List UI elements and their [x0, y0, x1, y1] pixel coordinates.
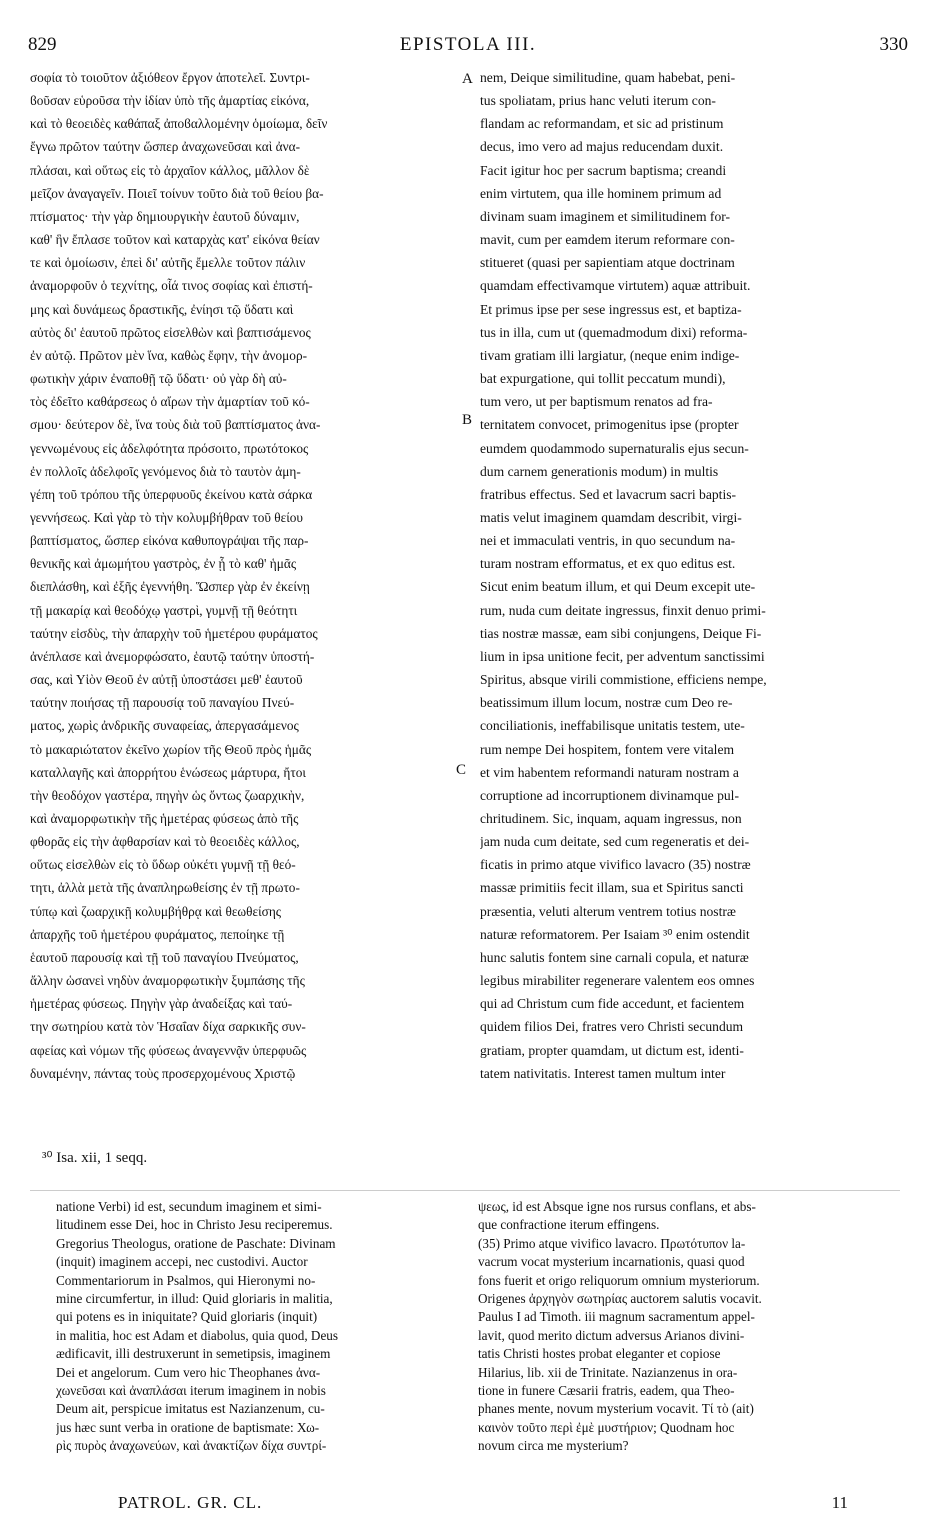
greek-text-line: πλάσαι, καὶ οὕτως εἰς τὸ ἀρχαῖον κάλλος, μᾶλλον δὲ [30, 162, 310, 178]
greek-text-line: τὸς ἐδεῖτο καθάρσεως ὁ αἴρων τὴν ἁμαρτίαν τοῦ κό- [30, 394, 310, 410]
greek-text-line: γεννωμένους εἰς ἀδελφότητα πρόσοιτο, πρωτότοκος [30, 440, 309, 456]
greek-text-line: γεννήσεως. Καὶ γὰρ τὸ τὴν κολυμβήθραν τοῦ θείου [30, 509, 304, 525]
note-line: tione in funere Cæsarii fratris, eadem, qua Theo- [478, 1383, 735, 1399]
greek-text-line: φθορᾶς εἰς τὴν ἀφθαρσίαν καὶ τὸ θεοειδὲς κάλλος, [30, 834, 300, 850]
note-line: in malitia, hoc est Adam et diabolus, quia quod, Deus [56, 1327, 339, 1343]
latin-text-line: lium in ipsa unitione fecit, per adventum sanctissimi [480, 648, 765, 664]
note-line: novum circa me mysterium? [478, 1438, 629, 1454]
footnote: ³⁰ Isa. xii, 1 seqq. [42, 1150, 148, 1166]
note-line: vacrum vocat mysterium incarnationis, quasi quod [478, 1254, 745, 1270]
greek-text-line: καταλλαγῆς καὶ ἀπορρήτου ἑνώσεως μάρτυρα, ἤτοι [30, 764, 306, 780]
latin-text-line: Sicut enim beatum illum, et qui Deum excepit ute- [480, 579, 756, 595]
note-line: mine circumfertur, in illud: Quid gloriaris in malitia, [56, 1291, 333, 1307]
latin-text-line: rum nempe Dei hospitem, fontem vere vitalem [480, 741, 735, 757]
note-line: Paulus I ad Timoth. iii magnum sacramentum appel- [478, 1309, 755, 1325]
greek-text-line: δυναμένην, πάντας τοὺς προσερχομένους Χριστῷ [30, 1065, 296, 1081]
greek-text-line: την σωτηρίου κατὰ τὸν Ἡσαΐαν δίχα σαρκικῆς συν- [30, 1019, 306, 1035]
latin-text-line: divinam suam imaginem et similitudinem for- [480, 208, 731, 224]
greek-text-line: καὶ τὸ θεοειδὲς καθάπαξ ἀποϐαλλομένην ὁμοίωμα, δεῖν [30, 116, 328, 132]
greek-text-line: μης καὶ δυνάμεως δραστικῆς, ἐνίησι τῷ ὕδατι καὶ [30, 301, 294, 317]
notes-left-column [56, 1198, 451, 1456]
right-page-number: 330 [879, 34, 908, 55]
gathering-number: 11 [831, 1493, 848, 1512]
greek-text-line: καὶ ἀναμορφωτικὴν τῆς ἡμετέρας φύσεως ἀπὸ τῆς [30, 811, 299, 826]
latin-text-line: Spiritus, absque virili commistione, efficiens nempe, [480, 672, 767, 688]
latin-text-line: chritudinem. Sic, inquam, aquam ingressus, non [480, 811, 742, 826]
latin-text-line: flandam ac reformandam, et sic ad pristinum [480, 116, 724, 132]
greek-text-line: ἄλλην ὡσανεὶ νηδὺν ἀναμορφωτικὴν ξυμπάσης τῆς [30, 973, 305, 989]
note-line: ψεως, id est Absque igne nos rursus conflans, et abs- [478, 1199, 756, 1214]
latin-text-line: beatissimum illum locum, nostræ cum Deo re- [480, 695, 733, 711]
page-footer [118, 1493, 848, 1517]
latin-text-line: naturæ reformatorem. Per Isaiam ³⁰ enim ostendit [480, 926, 750, 942]
greek-text-line: οὕτως εἰσελθὼν εἰς τὸ ὕδωρ οὐκέτι γυμνῇ τῇ θεό- [30, 857, 296, 873]
signature-mark: PATROL. GR. CL. [118, 1493, 263, 1512]
latin-text-line: tus in illa, cum ut (quemadmodum dixi) reforma- [480, 324, 748, 340]
greek-text-line: φωτικὴν χάριν ἐναποθῇ τῷ ὕδατι· οὐ γὰρ δὴ αὐ- [30, 371, 287, 387]
greek-text-line: σμου· δεύτερον δὲ, ἵνα τοὺς διὰ τοῦ βαπτίσματος ἀνα- [30, 417, 321, 433]
note-line: καινὸν τοῦτο περὶ ἐμὲ μυστήριον; Quodnam hoc [478, 1419, 735, 1435]
note-line: Dei et angelorum. Cum vero hic Theophanes ἀνα- [56, 1364, 321, 1380]
latin-text-line: præsentia, veluti alterum ventrem totius nostræ [480, 903, 736, 919]
greek-text-line: ἐν πολλοῖς ἀδελφοῖς γενόμενος διὰ τὸ ταυτὸν ἀμη- [30, 463, 301, 479]
latin-text-line: Et primus ipse per sese ingressus est, et baptiza- [480, 301, 742, 317]
greek-text-line: ϐοῦσαν εὑροῦσα τὴν ἰδίαν ὑπὸ τῆς ἁμαρτίας εἰκόνα, [30, 93, 310, 109]
greek-text-line: ἡμετέρας φύσεως. Πηγὴν γὰρ ἀναδείξας καὶ ταύ- [30, 996, 293, 1012]
greek-column [30, 66, 460, 1085]
greek-text-line: καθ' ἣν ἔπλασε τοῦτον καὶ καταρχὰς κατ' εἰκόνα θείαν [30, 232, 320, 248]
greek-text-line: τύπῳ καὶ ζωαρχικῇ κολυμβήθρᾳ καὶ θεωθείσης [30, 903, 282, 919]
greek-text-line: ταύτην εἰσδὺς, τὴν ἀπαρχὴν τοῦ ἡμετέρου φυράματος [30, 625, 318, 641]
greek-text-line: τὴν θεοδόχον γαστέρα, πηγὴν ὡς ὄντως ζωαρχικὴν, [30, 787, 305, 803]
left-page-number: 829 [28, 34, 57, 55]
latin-text-line: stitueret (quasi per sapientiam atque doctrinam [480, 255, 735, 271]
latin-text-line: matis velut imaginem quamdam describit, virgi- [480, 509, 742, 525]
latin-text-line: tum vero, ut per baptismum renatos ad fra- [480, 394, 713, 410]
greek-text-line: διεπλάσθη, καὶ ἐξῆς ἐγεννήθη. Ὥσπερ γὰρ ἐν ἐκείνῃ [30, 579, 310, 595]
latin-text-line: tatem nativitatis. Interest tamen multum inter [480, 1065, 726, 1081]
notes-right-column [478, 1198, 898, 1456]
latin-text-line: gratiam, propter quamdam, ut dictum est, identi- [480, 1042, 744, 1058]
greek-text-line: ἀνέπλασε καὶ ἀνεμορφώσατο, ἑαυτῷ ταύτην ὑποστή- [30, 648, 315, 664]
greek-text-line: ἀναμορφοῦν ὁ τεχνίτης, οἷά τινος σοφίας καὶ ἐπιστή- [30, 278, 313, 294]
latin-text-line: eumdem quodammodo supernaturalis ejus secun- [480, 440, 749, 456]
latin-text-line: bat expurgatione, qui tollit peccatum mundi), [480, 371, 726, 387]
greek-text-line: μεῖζον ἀναγαγεῖν. Ποιεῖ τοίνυν τοῦτο διὰ τοῦ θείου βα- [30, 185, 324, 201]
greek-text-line: τε καὶ ὁμοίωσιν, ἐπεὶ δι' αὐτῆς ἔμελλε τοῦτον πάλιν [30, 255, 306, 271]
latin-column [480, 66, 900, 1085]
greek-text-line: ἔγνω πρῶτον ταύτην ὥσπερ ἀναχωνεῦσαι καὶ ἀνα- [30, 139, 301, 155]
greek-text-line: βαπτίσματος, ὥσπερ εἰκόνα καθυπογράψαι τῆς παρ- [30, 533, 309, 549]
note-line: tatis Christi hostes probat eleganter et copiose [478, 1346, 721, 1362]
section-marker-b: B [462, 412, 473, 428]
note-line: que confractione iterum effingens. [478, 1217, 660, 1233]
note-line: jus hæc sunt verba in oratione de baptismate: Χω- [56, 1419, 320, 1435]
greek-text-line: ἑαυτοῦ παρουσίᾳ καὶ τῇ τοῦ παναγίου Πνεύματος, [30, 949, 299, 965]
note-line: (35) Primo atque vivifico lavacro. Πρωτότυπον la- [478, 1235, 746, 1251]
note-line: (inquit) imaginem accepi, nec custodivi. Auctor [56, 1254, 308, 1270]
note-line: Hilarius, lib. xii de Trinitate. Nazianzenus in ora- [478, 1364, 738, 1380]
latin-text-line: conciliationis, ineffabilisque unitatis testem, ute- [480, 718, 745, 734]
latin-text-line: decus, imo vero ad majus reducendam duxit. [480, 139, 724, 155]
note-line: qui potens es in iniquitate? Quid gloriaris (inquit) [56, 1309, 318, 1325]
greek-text-line: θενικῆς καὶ ἀμωμήτου γαστρὸς, ἐν ᾗ τὸ καθ' ἡμᾶς [30, 556, 297, 572]
note-line: fons fuerit et origo reliquorum omnium mysteriorum. [478, 1272, 760, 1288]
latin-text-line: tus spoliatam, prius hanc veluti iterum con- [480, 93, 716, 109]
divider [30, 1190, 900, 1191]
greek-text-line: αφείας καὶ νόμων τῆς φύσεως ἀναγεννᾷν ὑπερφυῶς [30, 1042, 307, 1058]
latin-text-line: tias nostræ massæ, eam sibi conjungens, Deique Fi- [480, 625, 762, 641]
latin-text-line: hunc salutis fontem sine carnali copula, et naturæ [480, 949, 749, 965]
greek-text-line: αὐτὸς δι' ἑαυτοῦ πρῶτος εἰσελθὼν καὶ βαπτισάμενος [30, 324, 311, 340]
latin-text-line: corruptione ad incorruptionem divinamque pul- [480, 787, 739, 803]
latin-text-line: enim virtutem, qua ille hominem primum ad [480, 185, 722, 201]
note-line: ρὶς πυρὸς ἀναχωνεύων, καὶ ἀνακτίζων δίχα συντρί- [56, 1438, 327, 1454]
note-line: Commentariorum in Psalmos, qui Hieronymi no- [56, 1272, 316, 1288]
latin-text-line: nei et immaculati ventris, in quo secundum na- [480, 533, 736, 549]
page-header [28, 34, 908, 58]
greek-text-line: ταύτην ποιήσας τῇ παρουσίᾳ τοῦ παναγίου Πνεύ- [30, 695, 295, 711]
section-marker-a: A [462, 71, 473, 87]
latin-text-line: ternitatem convocet, primogenitus ipse (propter [480, 417, 739, 433]
latin-text-line: legibus mirabiliter regenerare valentem eos omnes [480, 973, 755, 989]
note-line: χωνεῦσαι καὶ ἀναπλάσαι iterum imaginem in nobis [56, 1383, 326, 1399]
running-title: EPISTOLA III. [399, 34, 537, 55]
note-line: litudinem esse Dei, hoc in Christo Jesu reciperemus. [56, 1217, 333, 1233]
latin-text-line: tivam gratiam illi largiatur, (neque enim indige- [480, 347, 740, 363]
latin-text-line: fratribus effectus. Sed et lavacrum sacri baptis- [480, 486, 737, 502]
note-line: lavit, quod merito dictum adversus Arianos divini- [478, 1327, 745, 1343]
greek-text-line: τῇ μακαρίᾳ καὶ θεοδόχῳ γαστρὶ, γυμνῇ τῇ θεότητι [30, 602, 298, 618]
latin-text-line: quamdam effectivamque virtutem) aquæ attribuit. [480, 278, 751, 294]
greek-text-line: ματος, χωρὶς ἀνδρικῆς συναφείας, ἀπεργασάμενος [30, 718, 299, 734]
latin-text-line: quidem filios Dei, fratres vero Christi secundum [480, 1019, 744, 1035]
latin-text-line: dum carnem generationis modum) in multis [480, 463, 719, 479]
latin-text-line: rum, nuda cum deitate ingressus, finxit denuo primi- [480, 602, 766, 618]
note-line: natione Verbi) id est, secundum imaginem et simi- [56, 1199, 322, 1214]
greek-text-line: πτίσματος· τὴν γὰρ δημιουργικὴν ἑαυτοῦ δύναμιν, [30, 208, 300, 224]
greek-text-line: σοφία τὸ τοιοῦτον ἀξιόθεον ἔργον ἀποτελεῖ. Συντρι- [30, 70, 310, 85]
greek-text-line: σας, καὶ Υἱὸν Θεοῦ ἐν αὐτῇ ὑποστάσει μεθ' ἑαυτοῦ [30, 672, 303, 688]
note-line: Gregorius Theologus, oratione de Paschate: Divinam [56, 1235, 336, 1251]
latin-text-line: massæ primitiis fecit illam, sua et Spiritus sancti [480, 880, 744, 896]
latin-text-line: turam nostram efformatus, et ex quo editus est. [480, 556, 736, 572]
latin-text-line: qui ad Christum cum fide accedunt, et facientem [480, 996, 745, 1012]
greek-text-line: ἐν αὐτῷ. Πρῶτον μὲν ἵνα, καθὼς ἔφην, τὴν ἀνομορ- [30, 347, 308, 363]
latin-text-line: mavit, cum per eamdem iterum reformare con- [480, 232, 735, 248]
greek-text-line: τητι, ἀλλὰ μετὰ τῆς ἀναπληρωθείσης ἐν τῇ πρωτο- [30, 880, 300, 896]
note-line: Deum ait, perspicue imitatus est Nazianzenum, cu- [56, 1401, 325, 1417]
latin-text-line: nem, Deique similitudine, quam habebat, peni- [480, 70, 736, 85]
greek-text-line: ἀπαρχῆς τοῦ ἡμετέρου φυράματος, πεποίηκε τῇ [30, 926, 285, 942]
latin-text-line: et vim habentem reformandi naturam nostram a [480, 764, 739, 780]
greek-text-line: τὸ μακαριώτατον ἐκεῖνο χωρίον τῆς Θεοῦ πρὸς ἡμᾶς [30, 741, 312, 757]
latin-text-line: ficatis in primo atque vivifico lavacro (35) nostræ [480, 857, 751, 873]
note-line: ædificavit, illi destruxerunt in semetipsis, imaginem [56, 1346, 331, 1362]
greek-text-line: γέπη τοῦ τρόπου τῆς ὑπερφυοῦς ἐκείνου κατὰ σάρκα [30, 486, 313, 502]
latin-text-line: Facit igitur hoc per sacrum baptisma; creandi [480, 162, 727, 178]
note-line: Origenes ἀρχηγὸν σωτηρίας auctorem salutis vocavit. [478, 1291, 762, 1307]
section-marker-c: C [456, 762, 467, 778]
note-line: phanes mente, novum mysterium vocavit. Τί τὸ (ait) [478, 1401, 754, 1417]
latin-text-line: jam nuda cum deitate, sed cum regeneratis et dei- [480, 834, 750, 850]
